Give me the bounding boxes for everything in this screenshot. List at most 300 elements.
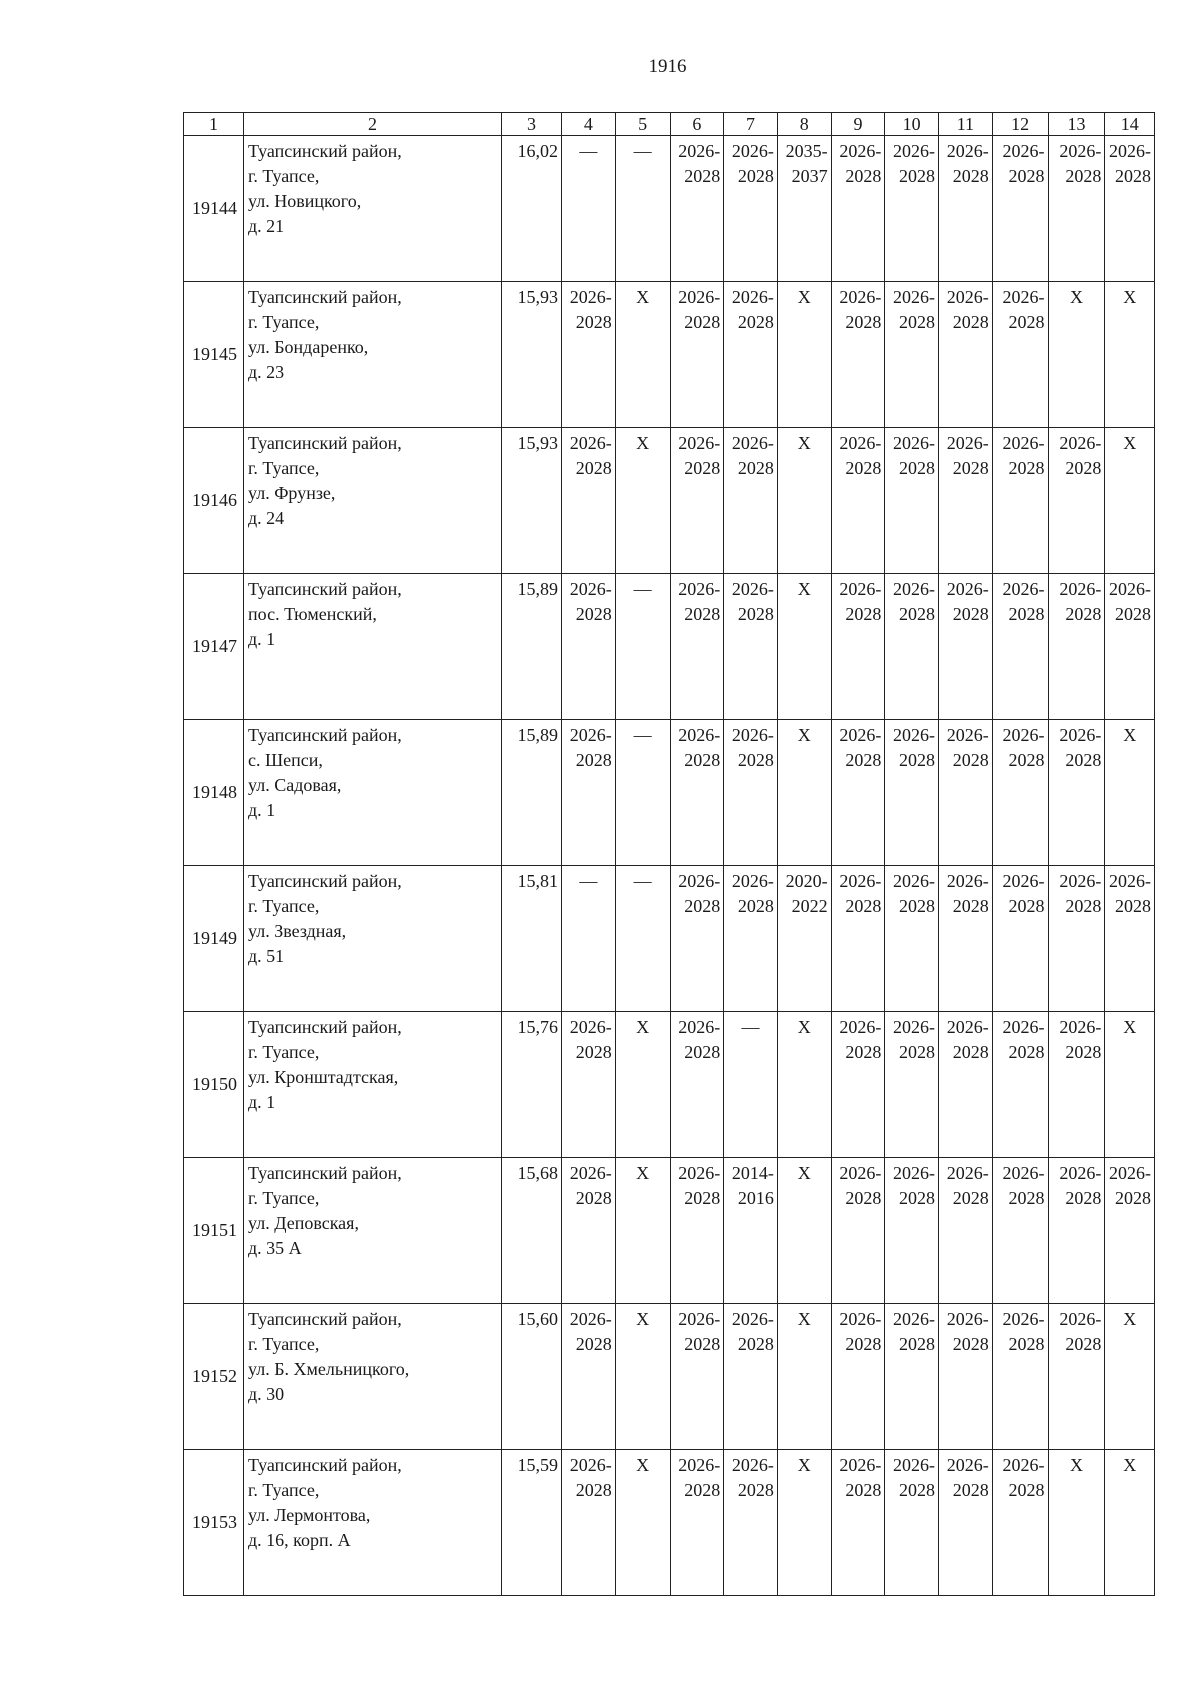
period-end: 2028 — [952, 166, 989, 186]
period-start: 2026- — [1109, 1163, 1151, 1183]
period-end: 2028 — [1065, 1042, 1102, 1062]
address-line: д. 21 — [248, 216, 285, 236]
mark-cell: X — [1105, 720, 1155, 866]
period-cell — [939, 574, 993, 720]
address-line: ул. Б. Хмельницкого, — [248, 1359, 410, 1379]
period-end: 2028 — [684, 750, 721, 770]
table-row — [184, 282, 1155, 428]
period-start: 2026- — [1002, 871, 1045, 891]
address-line: Туапсинский район, — [248, 287, 402, 307]
period-start: 2026- — [839, 1017, 882, 1037]
period-start: 2026- — [893, 1017, 936, 1037]
address-line: д. 51 — [248, 946, 285, 966]
mark-cell: X — [615, 428, 670, 574]
period-cell — [670, 136, 724, 282]
area-cell: 15,89 — [502, 720, 562, 866]
address-cell — [244, 1012, 502, 1158]
row-number: 19144 — [184, 136, 244, 282]
address-line: д. 16, корп. А — [248, 1530, 351, 1550]
period-start: 2014- — [731, 1163, 774, 1183]
period-cell — [562, 720, 616, 866]
period-start: 2026- — [1002, 725, 1045, 745]
period-end: 2028 — [1008, 1042, 1045, 1062]
period-cell — [831, 282, 885, 428]
period-start: 2026- — [946, 287, 989, 307]
period-start: 2026- — [1059, 871, 1102, 891]
period-start: 2026- — [731, 725, 774, 745]
period-start: 2026- — [893, 433, 936, 453]
address-line: г. Туапсе, — [248, 1188, 320, 1208]
period-start: 2026- — [678, 433, 721, 453]
period-end: 2028 — [575, 458, 612, 478]
period-end: 2028 — [1008, 458, 1045, 478]
period-cell — [724, 136, 778, 282]
period-end: 2028 — [1008, 1334, 1045, 1354]
address-line: д. 1 — [248, 629, 276, 649]
address-line: ул. Лермонтова, — [248, 1505, 371, 1525]
period-end: 2028 — [952, 604, 989, 624]
row-number: 19150 — [184, 1012, 244, 1158]
period-cell — [885, 282, 939, 428]
period-start: 2026- — [569, 1017, 612, 1037]
period-end: 2028 — [952, 1042, 989, 1062]
address-cell — [244, 428, 502, 574]
period-start: 2026- — [731, 287, 774, 307]
period-end: 2028 — [845, 1334, 882, 1354]
period-end: 2028 — [575, 1334, 612, 1354]
period-start: 2026- — [946, 579, 989, 599]
address-line: ул. Деповская, — [248, 1213, 359, 1233]
row-number: 19149 — [184, 866, 244, 1012]
period-start: 2026- — [678, 1017, 721, 1037]
table-row — [184, 428, 1155, 574]
period-cell — [724, 1158, 778, 1304]
period-cell — [1105, 136, 1155, 282]
period-cell — [724, 1450, 778, 1596]
mark-cell: X — [1105, 428, 1155, 574]
period-cell — [670, 1450, 724, 1596]
period-end: 2028 — [1008, 1188, 1045, 1208]
period-end: 2028 — [737, 896, 774, 916]
period-cell — [992, 1450, 1048, 1596]
period-start: 2026- — [678, 579, 721, 599]
period-start: 2026- — [946, 141, 989, 161]
period-cell — [1105, 574, 1155, 720]
address-line: Туапсинский район, — [248, 1309, 402, 1329]
period-start: 2026- — [1002, 1163, 1045, 1183]
period-cell — [831, 1304, 885, 1450]
period-start: 2026- — [1002, 579, 1045, 599]
period-cell — [777, 136, 831, 282]
period-cell — [670, 866, 724, 1012]
period-end: 2028 — [1008, 312, 1045, 332]
period-end: 2028 — [575, 750, 612, 770]
period-end: 2028 — [684, 1042, 721, 1062]
period-end: 2028 — [737, 750, 774, 770]
address-line: Туапсинский район, — [248, 871, 402, 891]
period-start: 2026- — [731, 141, 774, 161]
period-start: 2026- — [569, 725, 612, 745]
address-line: Туапсинский район, — [248, 1455, 402, 1475]
column-header: 3 — [502, 113, 562, 136]
period-start: 2026- — [1002, 141, 1045, 161]
period-start: 2026- — [678, 1163, 721, 1183]
mark-cell: X — [615, 282, 670, 428]
header-row — [184, 113, 1155, 136]
period-cell — [939, 136, 993, 282]
period-end: 2028 — [1008, 604, 1045, 624]
period-end: 2028 — [845, 312, 882, 332]
address-line: д. 35 А — [248, 1238, 302, 1258]
period-cell — [724, 866, 778, 1012]
period-end: 2028 — [1008, 750, 1045, 770]
period-cell — [670, 1012, 724, 1158]
period-start: 2026- — [946, 1163, 989, 1183]
address-line: с. Шепси, — [248, 750, 323, 770]
period-start: 2026- — [839, 141, 882, 161]
column-header: 7 — [724, 113, 778, 136]
period-cell — [1048, 574, 1105, 720]
period-end: 2022 — [791, 896, 828, 916]
period-start: 2026- — [678, 1455, 721, 1475]
period-start: 2026- — [946, 433, 989, 453]
row-number: 19146 — [184, 428, 244, 574]
area-cell: 15,93 — [502, 428, 562, 574]
period-cell — [939, 1012, 993, 1158]
period-start: 2026- — [946, 1017, 989, 1037]
row-number: 19147 — [184, 574, 244, 720]
period-end: 2028 — [1008, 1480, 1045, 1500]
housing-registry-table — [183, 112, 1155, 1596]
column-header: 11 — [939, 113, 993, 136]
address-line: Туапсинский район, — [248, 1017, 402, 1037]
address-line: г. Туапсе, — [248, 166, 320, 186]
period-end: 2028 — [952, 1480, 989, 1500]
period-cell — [1048, 866, 1105, 1012]
period-start: 2026- — [569, 1309, 612, 1329]
mark-cell: — — [615, 136, 670, 282]
period-end: 2028 — [1115, 166, 1151, 186]
mark-cell: X — [1048, 1450, 1105, 1596]
period-start: 2026- — [1002, 1455, 1045, 1475]
period-cell — [939, 1158, 993, 1304]
address-line: ул. Кронштадтская, — [248, 1067, 399, 1087]
period-cell — [670, 1304, 724, 1450]
period-start: 2026- — [946, 725, 989, 745]
period-cell — [562, 1158, 616, 1304]
period-cell — [670, 428, 724, 574]
address-line: г. Туапсе, — [248, 896, 320, 916]
period-start: 2026- — [1109, 579, 1151, 599]
area-cell: 15,81 — [502, 866, 562, 1012]
column-header: 13 — [1048, 113, 1105, 136]
mark-cell: X — [615, 1450, 670, 1596]
mark-cell: X — [777, 1012, 831, 1158]
period-end: 2028 — [899, 166, 936, 186]
period-start: 2026- — [839, 287, 882, 307]
period-end: 2028 — [899, 1480, 936, 1500]
period-cell — [1048, 1304, 1105, 1450]
period-end: 2028 — [684, 1480, 721, 1500]
area-cell: 15,76 — [502, 1012, 562, 1158]
mark-cell: — — [562, 136, 616, 282]
column-header: 10 — [885, 113, 939, 136]
period-cell — [1048, 1012, 1105, 1158]
period-cell — [885, 1304, 939, 1450]
period-end: 2028 — [575, 1188, 612, 1208]
period-start: 2026- — [839, 1163, 882, 1183]
table-row — [184, 574, 1155, 720]
address-line: пос. Тюменский, — [248, 604, 377, 624]
period-cell — [992, 1158, 1048, 1304]
period-start: 2026- — [1059, 141, 1102, 161]
period-start: 2026- — [893, 287, 936, 307]
period-end: 2028 — [952, 750, 989, 770]
mark-cell: X — [1105, 282, 1155, 428]
period-start: 2026- — [1002, 1309, 1045, 1329]
address-cell — [244, 1450, 502, 1596]
period-cell — [939, 1450, 993, 1596]
address-line: г. Туапсе, — [248, 1334, 320, 1354]
period-cell — [885, 428, 939, 574]
row-number: 19152 — [184, 1304, 244, 1450]
period-cell — [992, 574, 1048, 720]
area-cell: 16,02 — [502, 136, 562, 282]
period-cell — [724, 574, 778, 720]
mark-cell: — — [615, 720, 670, 866]
column-header: 6 — [670, 113, 724, 136]
period-cell — [992, 282, 1048, 428]
period-start: 2026- — [839, 1309, 882, 1329]
address-line: Туапсинский район, — [248, 579, 402, 599]
mark-cell: — — [615, 866, 670, 1012]
period-start: 2026- — [946, 871, 989, 891]
period-start: 2026- — [893, 1309, 936, 1329]
mark-cell: X — [777, 428, 831, 574]
address-cell — [244, 720, 502, 866]
period-end: 2028 — [684, 1188, 721, 1208]
period-end: 2028 — [737, 458, 774, 478]
period-start: 2026- — [731, 1455, 774, 1475]
period-end: 2028 — [737, 1480, 774, 1500]
period-cell — [885, 1158, 939, 1304]
address-cell — [244, 866, 502, 1012]
period-end: 2028 — [952, 458, 989, 478]
period-start: 2026- — [731, 871, 774, 891]
period-cell — [670, 574, 724, 720]
period-cell — [1105, 866, 1155, 1012]
period-start: 2035- — [785, 141, 828, 161]
period-end: 2028 — [684, 458, 721, 478]
period-start: 2026- — [731, 433, 774, 453]
period-cell — [562, 1450, 616, 1596]
period-start: 2026- — [893, 579, 936, 599]
period-end: 2016 — [737, 1188, 774, 1208]
period-end: 2028 — [899, 604, 936, 624]
column-header: 12 — [992, 113, 1048, 136]
period-start: 2026- — [1002, 1017, 1045, 1037]
mark-cell: X — [615, 1012, 670, 1158]
address-cell — [244, 574, 502, 720]
period-cell — [1048, 1158, 1105, 1304]
period-end: 2028 — [1115, 604, 1151, 624]
period-start: 2026- — [946, 1309, 989, 1329]
period-start: 2026- — [569, 1163, 612, 1183]
period-end: 2028 — [1115, 1188, 1151, 1208]
mark-cell: X — [1105, 1450, 1155, 1596]
mark-cell: X — [1105, 1304, 1155, 1450]
period-start: 2026- — [1059, 1017, 1102, 1037]
column-header: 4 — [562, 113, 616, 136]
period-cell — [885, 574, 939, 720]
address-line: д. 1 — [248, 1092, 276, 1112]
period-cell — [562, 574, 616, 720]
period-start: 2020- — [785, 871, 828, 891]
period-cell — [724, 720, 778, 866]
period-cell — [885, 866, 939, 1012]
address-cell — [244, 136, 502, 282]
period-cell — [939, 866, 993, 1012]
period-start: 2026- — [839, 871, 882, 891]
area-cell: 15,68 — [502, 1158, 562, 1304]
period-cell — [724, 282, 778, 428]
period-start: 2026- — [678, 287, 721, 307]
period-cell — [831, 1158, 885, 1304]
period-end: 2028 — [575, 1480, 612, 1500]
mark-cell: — — [615, 574, 670, 720]
table-row — [184, 136, 1155, 282]
period-end: 2028 — [737, 166, 774, 186]
mark-cell: X — [1105, 1012, 1155, 1158]
period-cell — [670, 1158, 724, 1304]
period-start: 2026- — [893, 725, 936, 745]
address-line: г. Туапсе, — [248, 1480, 320, 1500]
period-cell — [992, 866, 1048, 1012]
mark-cell: X — [777, 1450, 831, 1596]
period-cell — [885, 1450, 939, 1596]
mark-cell: X — [777, 574, 831, 720]
period-end: 2028 — [845, 458, 882, 478]
period-cell — [724, 428, 778, 574]
table-row — [184, 1304, 1155, 1450]
address-line: Туапсинский район, — [248, 1163, 402, 1183]
period-end: 2028 — [899, 896, 936, 916]
column-header: 8 — [777, 113, 831, 136]
mark-cell: X — [777, 282, 831, 428]
period-start: 2026- — [1002, 287, 1045, 307]
period-cell — [939, 282, 993, 428]
period-end: 2028 — [899, 312, 936, 332]
period-cell — [562, 428, 616, 574]
column-header: 2 — [244, 113, 502, 136]
period-end: 2028 — [684, 896, 721, 916]
period-cell — [992, 136, 1048, 282]
period-start: 2026- — [839, 433, 882, 453]
mark-cell: X — [615, 1158, 670, 1304]
mark-cell: X — [615, 1304, 670, 1450]
row-number: 19153 — [184, 1450, 244, 1596]
period-start: 2026- — [569, 579, 612, 599]
registry-body — [184, 136, 1155, 1596]
table-row — [184, 1450, 1155, 1596]
period-end: 2028 — [575, 1042, 612, 1062]
row-number: 19151 — [184, 1158, 244, 1304]
period-end: 2028 — [845, 1042, 882, 1062]
period-end: 2028 — [684, 1334, 721, 1354]
period-end: 2028 — [1065, 166, 1102, 186]
period-cell — [1048, 136, 1105, 282]
period-start: 2026- — [946, 1455, 989, 1475]
period-end: 2028 — [952, 1188, 989, 1208]
period-start: 2026- — [678, 141, 721, 161]
table-row — [184, 720, 1155, 866]
row-number: 19145 — [184, 282, 244, 428]
period-start: 2026- — [569, 287, 612, 307]
period-end: 2028 — [845, 604, 882, 624]
address-line: ул. Фрунзе, — [248, 483, 336, 503]
period-cell — [939, 428, 993, 574]
period-cell — [562, 1012, 616, 1158]
period-end: 2028 — [684, 166, 721, 186]
period-cell — [562, 282, 616, 428]
period-end: 2028 — [575, 604, 612, 624]
period-cell — [670, 282, 724, 428]
address-line: ул. Садовая, — [248, 775, 342, 795]
period-end: 2028 — [1065, 1334, 1102, 1354]
period-end: 2028 — [684, 604, 721, 624]
column-header: 9 — [831, 113, 885, 136]
address-line: г. Туапсе, — [248, 312, 320, 332]
address-line: ул. Бондаренко, — [248, 337, 369, 357]
column-header: 5 — [615, 113, 670, 136]
period-start: 2026- — [1059, 1309, 1102, 1329]
period-start: 2026- — [569, 1455, 612, 1475]
period-end: 2028 — [845, 750, 882, 770]
period-end: 2028 — [845, 1480, 882, 1500]
period-cell — [831, 428, 885, 574]
period-start: 2026- — [678, 1309, 721, 1329]
period-cell — [670, 720, 724, 866]
period-end: 2028 — [952, 312, 989, 332]
period-end: 2028 — [737, 312, 774, 332]
period-end: 2037 — [791, 166, 828, 186]
area-cell: 15,60 — [502, 1304, 562, 1450]
address-line: г. Туапсе, — [248, 1042, 320, 1062]
period-cell — [831, 136, 885, 282]
period-cell — [831, 574, 885, 720]
address-line: д. 30 — [248, 1384, 285, 1404]
table-row — [184, 1012, 1155, 1158]
period-end: 2028 — [845, 1188, 882, 1208]
period-end: 2028 — [1115, 896, 1151, 916]
period-start: 2026- — [839, 1455, 882, 1475]
period-start: 2026- — [1002, 433, 1045, 453]
period-end: 2028 — [684, 312, 721, 332]
period-end: 2028 — [1065, 1188, 1102, 1208]
period-start: 2026- — [839, 725, 882, 745]
period-cell — [885, 1012, 939, 1158]
period-cell — [992, 1304, 1048, 1450]
mark-cell: X — [777, 1304, 831, 1450]
period-start: 2026- — [893, 1455, 936, 1475]
period-cell — [992, 720, 1048, 866]
period-cell — [992, 1012, 1048, 1158]
column-header: 14 — [1105, 113, 1155, 136]
period-start: 2026- — [893, 141, 936, 161]
address-line: Туапсинский район, — [248, 433, 402, 453]
period-cell — [831, 720, 885, 866]
column-header: 1 — [184, 113, 244, 136]
